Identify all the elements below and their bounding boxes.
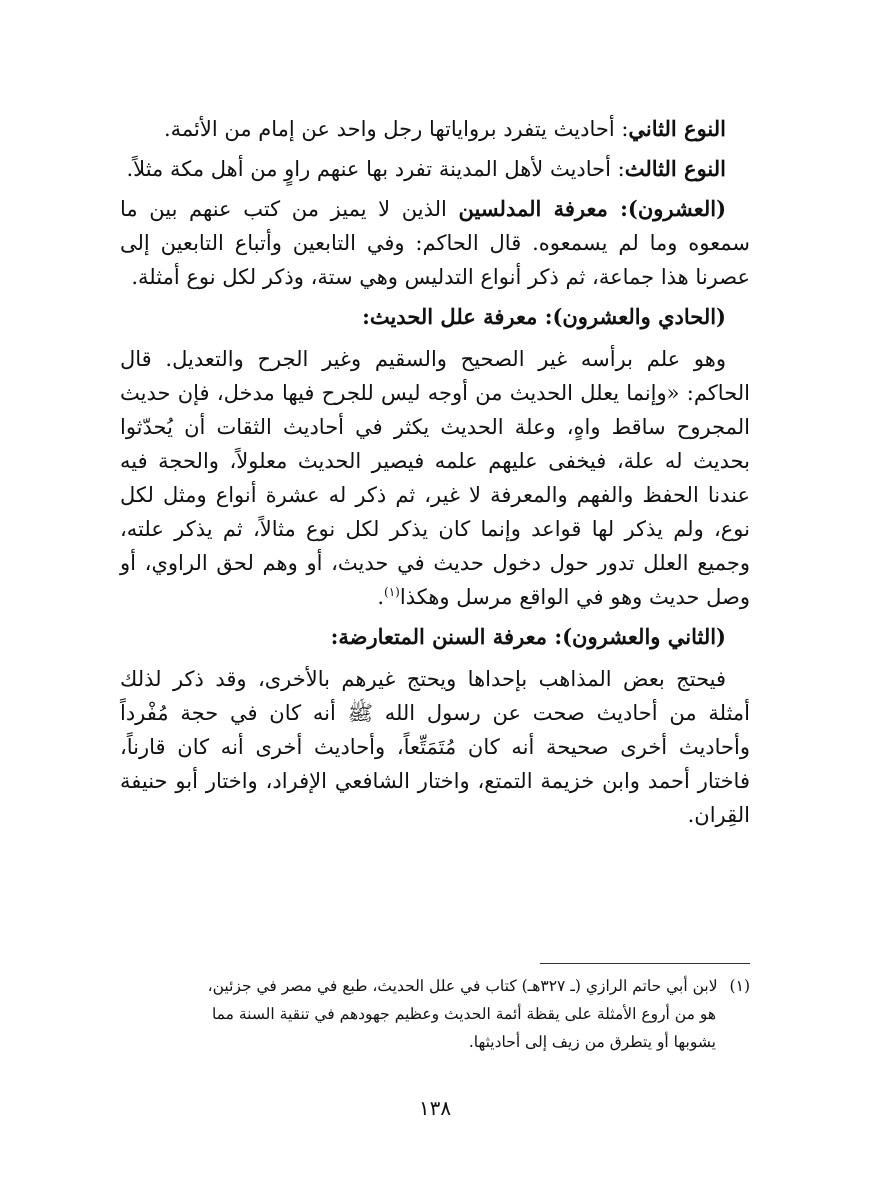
paragraph-body: الذين لا يميز من كتب عنهم بين ما سمعوه وما لم يسمعوه. قال الحاكم: وفي التابعين وأتباع التابعين إلى عصرنا هذا جماعة، ثم ذكر أنواع التدليس وهي ستة، وذكر لكل نوع أمثلة. xyxy=(120,197,750,289)
footnotes xyxy=(120,972,750,1056)
paragraph-body: فيحتج بعض المذاهب بإحداها ويحتج غيرهم بالأخرى، وقد ذكر لذلك أمثلة من أحاديث صحت عن رسول الله ﷺ أنه كان في حجة مُفْرداً وأحاديث أخرى صحيحة أنه كان مُتَمَتِّعاً، وأحاديث أخرى أنه كان قارناً، فاختار أحمد وابن خزيمة التمتع، واختار الشافعي الإفراد، واختار أبو حنيفة القِران. xyxy=(120,667,751,827)
paragraph-hadith-defects xyxy=(120,342,750,614)
footnote-line-1 xyxy=(120,972,750,1000)
paragraph-heading: النوع الثاني xyxy=(628,116,726,141)
footnote-number: (١) xyxy=(729,977,750,995)
page-number: ١٣٨ xyxy=(418,1096,452,1120)
paragraph-type-two xyxy=(120,112,750,146)
footnote-divider xyxy=(540,963,750,964)
paragraph-end: . xyxy=(377,585,385,609)
paragraph-body: وهو علم برأسه غير الصحيح والسقيم وغير الجرح والتعديل. قال الحاكم: «وإنما يعلل الحديث من أوجه ليس للجرح فيها مدخل، فإن حديث المجروح ساقط واهٍ، وعلة الحديث يكثر في أحاديث الثقات أن يُحدّثوا بحديث له علة، فيخفى عليهم علمه فيصير الحديث معلولاً، والحجة فيه عندنا الحفظ والفهم والمعرفة لا غير، ثم ذكر له عشرة أنواع ومثل لكل نوع، ولم يذكر لها قواعد وإنما كان يذكر لكل نوع مثالاً، ثم يذكر علته، وجميع العلل تدور حول دخول حديث في حديث، أو وهم لحق الراوي، أو وصل حديث وهو في الواقع مرسل وهكذا xyxy=(120,347,750,609)
section-heading: (الثاني والعشرون): معرفة السنن المتعارضة: xyxy=(330,624,726,649)
paragraph-twentieth xyxy=(120,192,750,294)
footnote-line-2: هو من أروع الأمثلة على يقظة أئمة الحديث وعظيم جهودهم في تنقية السنة مما xyxy=(211,1005,716,1023)
paragraph-conflicting-sunan xyxy=(120,662,750,832)
paragraph-heading: (العشرون): معرفة المدلسين xyxy=(458,196,727,221)
paragraph-body: : أحاديث يتفرد برواياتها رجل واحد عن إمام من الأئمة. xyxy=(163,117,629,141)
section-heading-21 xyxy=(120,300,750,334)
paragraph-type-three xyxy=(120,152,750,186)
paragraph-heading: النوع الثالث xyxy=(624,156,726,181)
footnote-line-3: يشوبها أو يتطرق من زيف إلى أحاديثها. xyxy=(468,1033,716,1051)
footnote-reference[interactable]: (١) xyxy=(384,585,400,599)
section-heading-22 xyxy=(120,620,750,654)
paragraph-body: : أحاديث لأهل المدينة تفرد بها عنهم راوٍ من أهل مكة مثلاً. xyxy=(126,157,625,181)
section-heading: (الحادي والعشرون): معرفة علل الحديث: xyxy=(362,304,726,329)
footnote-text: لابن أبي حاتم الرازي (ـ ٣٢٧هـ) كتاب في علل الحديث، طبع في مصر في جزئين، xyxy=(207,977,718,995)
main-text xyxy=(120,112,750,838)
